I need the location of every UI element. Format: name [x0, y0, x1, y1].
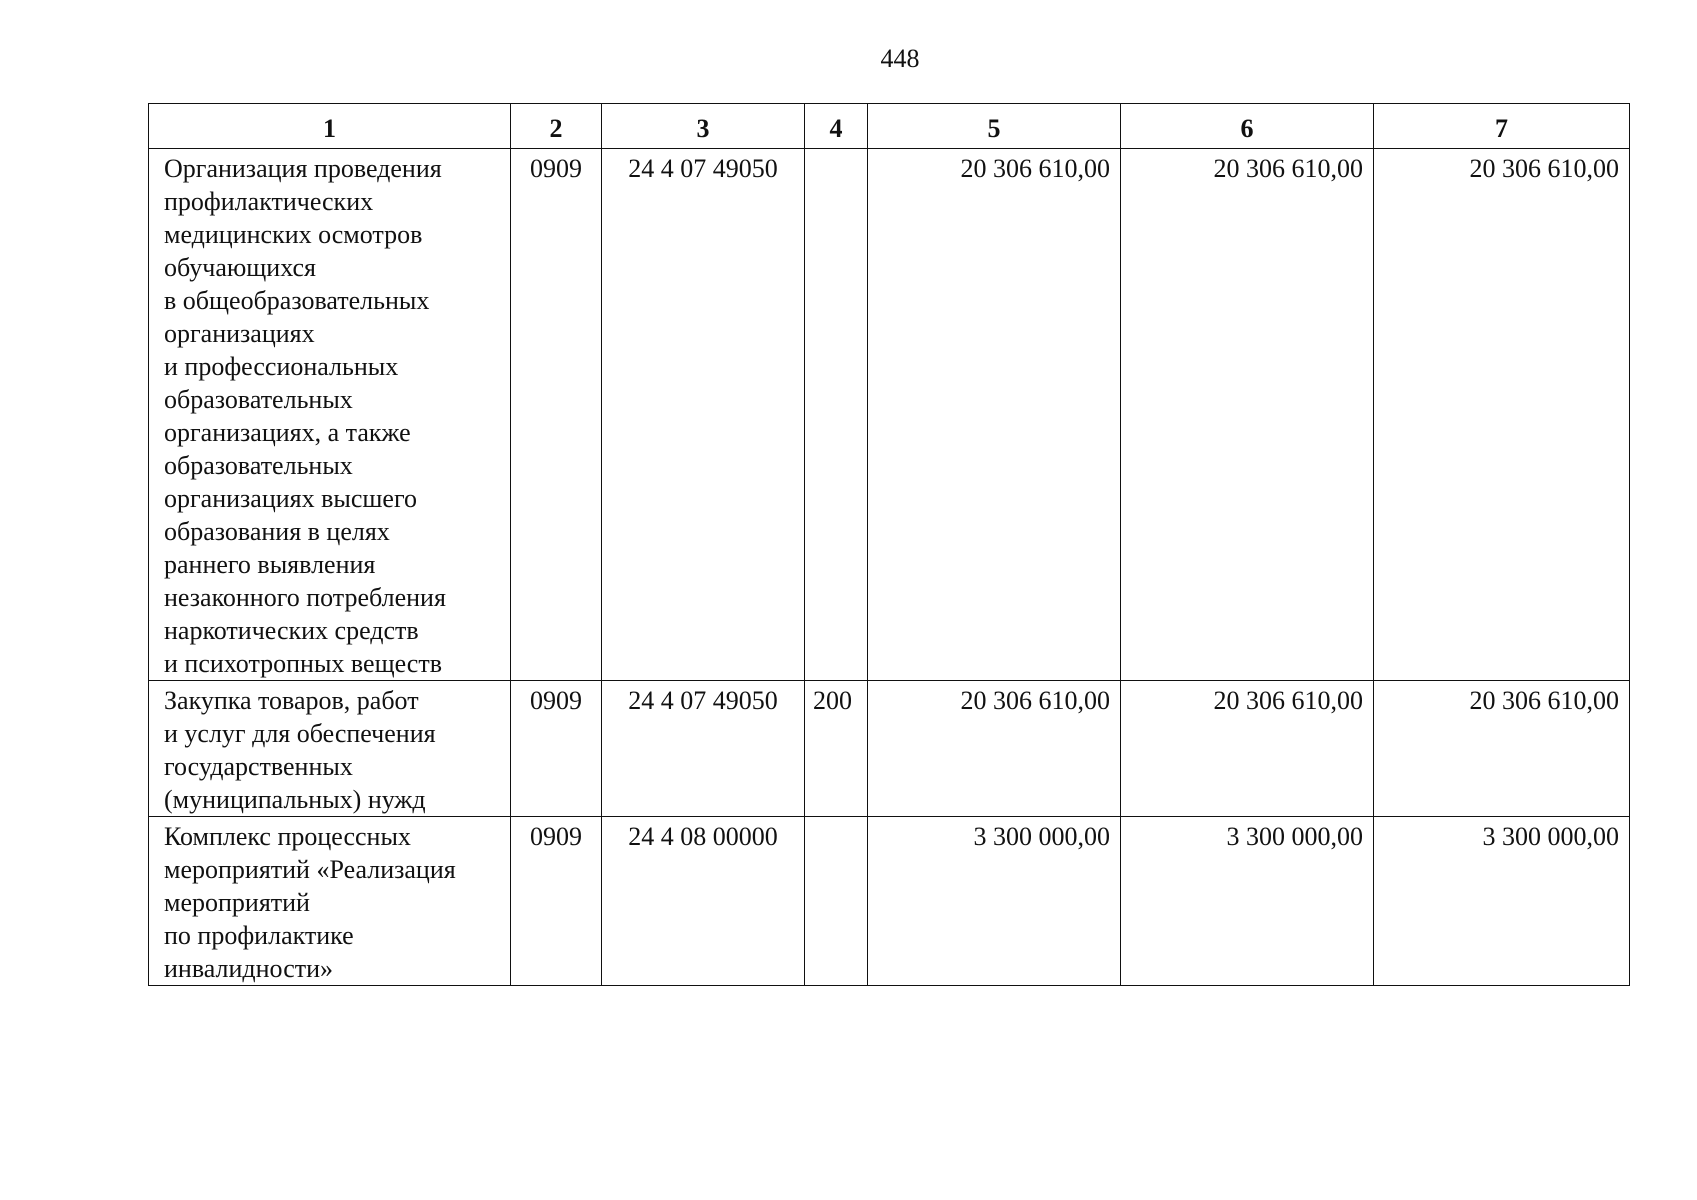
budget-table	[148, 103, 1630, 986]
expense-type-cell	[805, 817, 868, 986]
name-line: обучающихся	[164, 253, 316, 282]
name-line: Комплекс процессных	[164, 822, 411, 851]
name-line: по профилактике	[164, 921, 354, 950]
name-line: Организация проведения	[164, 154, 442, 183]
name-line: организациях	[164, 319, 315, 348]
target-article-cell: 24 4 08 00000	[602, 817, 805, 986]
amount-col-5-cell: 20 306 610,00	[868, 149, 1121, 681]
name-line: незаконного потребления	[164, 583, 446, 612]
header-col-6: 6	[1121, 104, 1374, 149]
page-number: 448	[880, 44, 920, 73]
name-line: государственных	[164, 752, 353, 781]
name-line: образовательных	[164, 451, 353, 480]
section-code-cell: 0909	[511, 817, 602, 986]
table-row	[149, 817, 1630, 986]
amount-col-6-cell: 20 306 610,00	[1121, 681, 1374, 817]
name-line: образовательных	[164, 385, 353, 414]
name-line: мероприятий	[164, 888, 310, 917]
header-col-3: 3	[602, 104, 805, 149]
name-line: (муниципальных) нужд	[164, 785, 426, 814]
target-article-cell: 24 4 07 49050	[602, 149, 805, 681]
name-line: профилактических	[164, 187, 374, 216]
name-line: и профессиональных	[164, 352, 399, 381]
amount-col-6-cell: 3 300 000,00	[1121, 817, 1374, 986]
amount-col-5-cell: 3 300 000,00	[868, 817, 1121, 986]
amount-col-7-cell: 3 300 000,00	[1374, 817, 1630, 986]
header-col-4: 4	[805, 104, 868, 149]
expense-type-cell: 200	[805, 681, 868, 817]
name-line: организациях высшего	[164, 484, 417, 513]
header-col-5: 5	[868, 104, 1121, 149]
amount-col-5-cell: 20 306 610,00	[868, 681, 1121, 817]
amount-col-7-cell: 20 306 610,00	[1374, 681, 1630, 817]
target-article-cell: 24 4 07 49050	[602, 681, 805, 817]
section-code-cell: 0909	[511, 681, 602, 817]
amount-col-6-cell: 20 306 610,00	[1121, 149, 1374, 681]
expense-type-cell	[805, 149, 868, 681]
table-header-row	[149, 104, 1630, 149]
amount-col-7-cell: 20 306 610,00	[1374, 149, 1630, 681]
name-line: и психотропных веществ	[164, 649, 442, 678]
name-line: инвалидности»	[164, 954, 334, 983]
section-code-cell: 0909	[511, 149, 602, 681]
name-line: мероприятий «Реализация	[164, 855, 456, 884]
name-line: образования в целях	[164, 517, 390, 546]
row-name-cell	[149, 681, 511, 817]
row-name-cell	[149, 149, 511, 681]
header-col-1: 1	[149, 104, 511, 149]
name-line: в общеобразовательных	[164, 286, 430, 315]
name-line: организациях, а также	[164, 418, 411, 447]
name-line: раннего выявления	[164, 550, 376, 579]
name-line: наркотических средств	[164, 616, 419, 645]
table-row	[149, 681, 1630, 817]
header-col-7: 7	[1374, 104, 1630, 149]
name-line: Закупка товаров, работ	[164, 686, 419, 715]
name-line: и услуг для обеспечения	[164, 719, 436, 748]
table-row	[149, 149, 1630, 681]
name-line: медицинских осмотров	[164, 220, 423, 249]
header-col-2: 2	[511, 104, 602, 149]
row-name-cell	[149, 817, 511, 986]
